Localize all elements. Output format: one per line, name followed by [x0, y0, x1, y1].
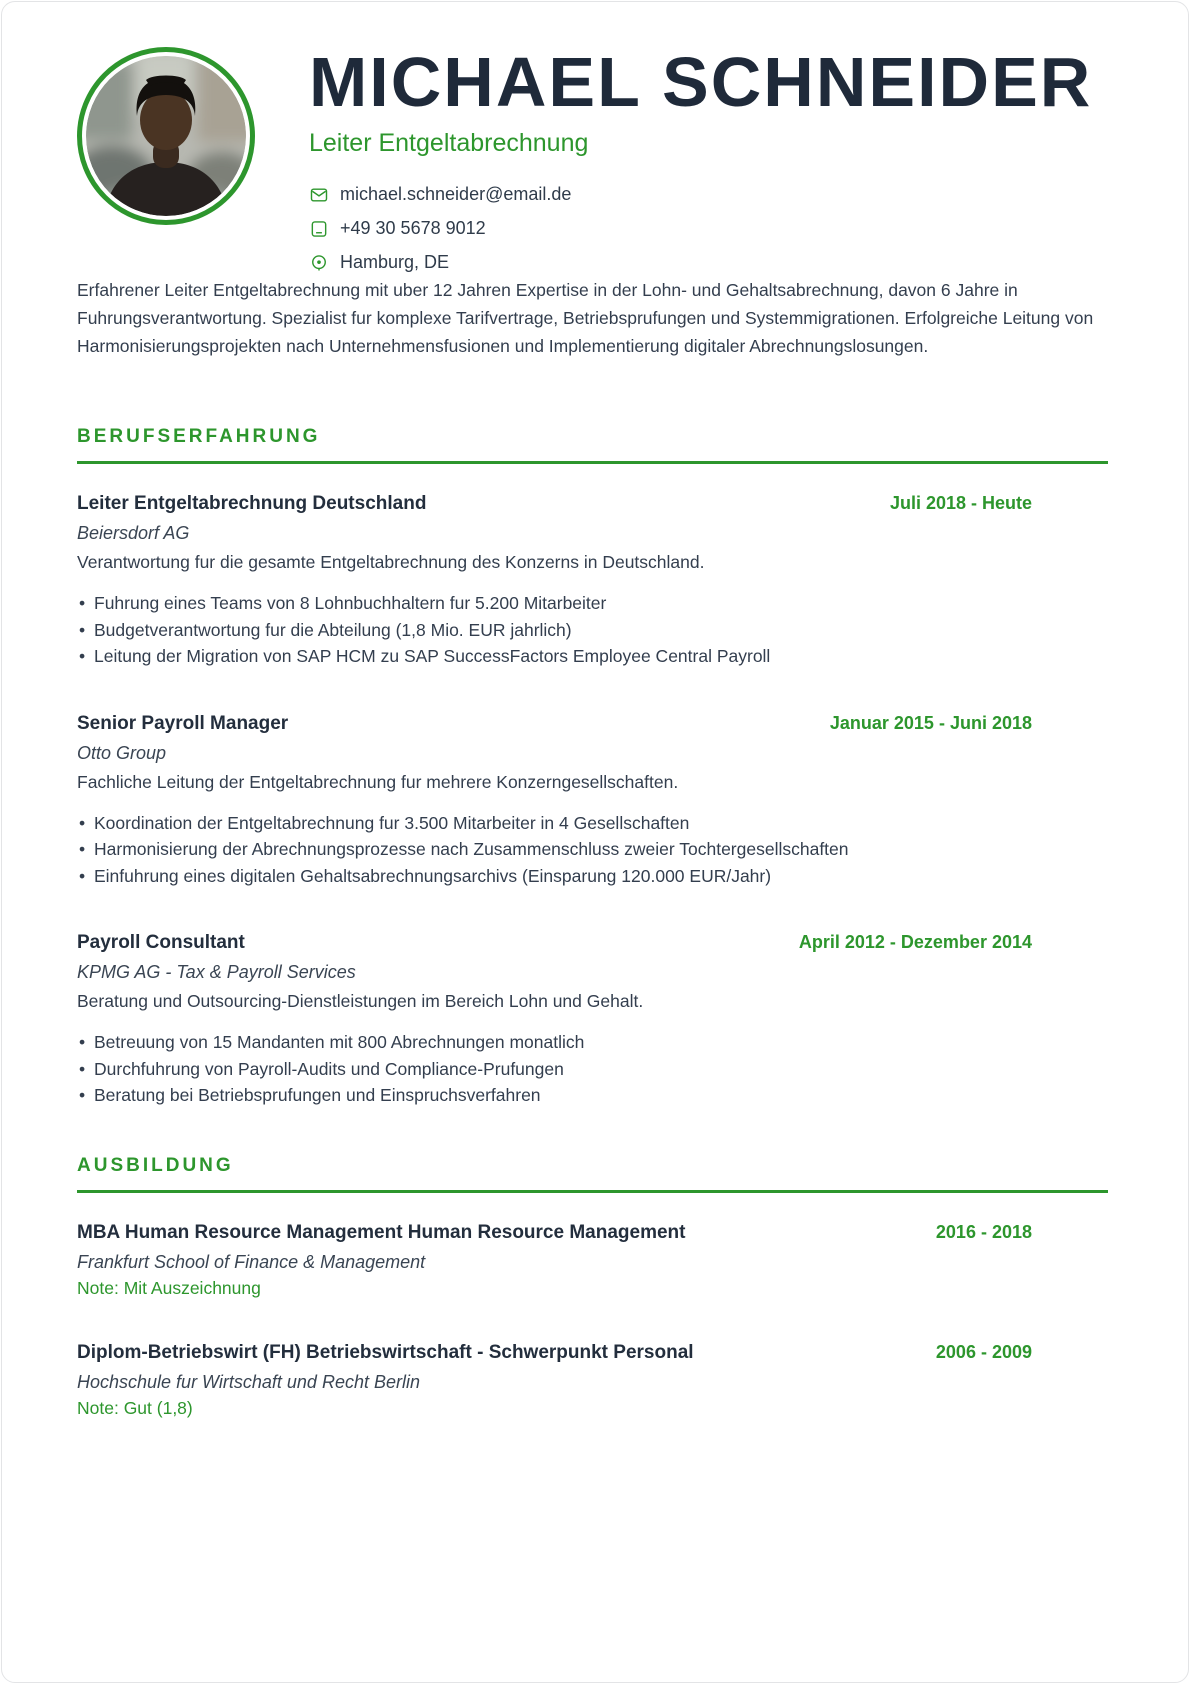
job-bullet: • Fuhrung eines Teams von 8 Lohnbuchhaltern fur 5.200 Mitarbeiter [77, 590, 1108, 617]
person-name: MICHAEL SCHNEIDER [309, 43, 1093, 121]
contact-list [309, 184, 1188, 273]
job-bullet: • Einfuhrung eines digitalen Gehaltsabrechnungsarchivs (Einsparung 120.000 EUR/Jahr) [77, 863, 1108, 890]
job-description: Beratung und Outsourcing-Dienstleistungen im Bereich Lohn und Gehalt. [77, 991, 644, 1011]
section-education [77, 1155, 1108, 1419]
job-bullet: • Beratung bei Betriebsprufungen und Einspruchsverfahren [77, 1082, 1108, 1109]
job-bullet: • Harmonisierung der Abrechnungsprozesse nach Zusammenschluss zweier Tochtergesellschaften [77, 836, 1108, 863]
job-entry-2 [77, 710, 1108, 890]
phone-text: +49 30 5678 9012 [340, 218, 486, 238]
location-text: Hamburg, DE [340, 252, 450, 272]
contact-email [309, 184, 1188, 205]
job-bullet: • Durchfuhrung von Payroll-Audits und Compliance-Prufungen [77, 1056, 1108, 1083]
section-heading-experience: BERUFSERFAHRUNG [77, 426, 1108, 464]
job-description: Fachliche Leitung der Entgeltabrechnung fur mehrere Konzerngesellschaften. [77, 771, 679, 792]
job-company: Otto Group [77, 742, 167, 763]
job-bullet-list [77, 590, 1108, 670]
job-entry-header [77, 710, 1108, 737]
job-bullet: • Betreuung von 15 Mandanten mit 800 Abrechnungen monatlich [77, 1029, 1108, 1056]
contact-phone [309, 218, 1188, 239]
job-entry-3 [77, 929, 1108, 1109]
job-bullet-list [77, 1029, 1108, 1109]
job-title: Senior Payroll Manager [77, 712, 289, 734]
education-entry-header [77, 1219, 1108, 1246]
grade-note: Note: Mit Auszeichnung [77, 1277, 261, 1298]
resume-page [1, 1, 1189, 1683]
envelope-icon [309, 185, 329, 205]
portrait-image [86, 56, 246, 216]
education-entry-1 [77, 1219, 1108, 1299]
job-title: Leiter Entgeltabrechnung Deutschland [77, 493, 427, 514]
email-text: michael.schneider@email.de [340, 184, 572, 204]
school-name: Frankfurt School of Finance & Management [77, 1251, 426, 1272]
header [2, 2, 1188, 273]
job-bullet: • Koordination der Entgeltabrechnung fur 3.500 Mitarbeiter in 4 Gesellschaften [77, 810, 1108, 837]
job-entry-header [77, 929, 1108, 956]
section-heading-education: AUSBILDUNG [77, 1155, 1108, 1193]
education-date-range: 2016 - 2018 [935, 1221, 1032, 1242]
location-pin-icon [309, 253, 329, 273]
school-name: Hochschule fur Wirtschaft und Recht Berlin [77, 1371, 420, 1392]
summary-paragraph: Erfahrener Leiter Entgeltabrechnung mit uber 12 Jahren Expertise in der Lohn- und Gehaltsabrechnung, davon 6 Jahre in Fuhrungsverantwortung. Spezialist fur komplexe Tarifvertrage, Betriebsprufungen und Systemmigrationen. Erfolgreiche Leitung von Harmonisierungsprojekten nach Unternehmensfusionen und Implementierung digitaler Abrechnungslosungen. [77, 280, 1094, 356]
job-company: KPMG AG - Tax & Payroll Services [77, 962, 356, 982]
job-date-range: April 2012 - Dezember 2014 [798, 932, 1032, 952]
job-headline: Leiter Entgeltabrechnung [309, 129, 589, 157]
education-date-range: 2006 - 2009 [935, 1341, 1032, 1362]
header-text-block [309, 43, 1188, 273]
job-title: Payroll Consultant [77, 932, 245, 953]
section-experience [77, 426, 1108, 1109]
job-date-range: Januar 2015 - Juni 2018 [829, 712, 1032, 733]
education-entry-header [77, 1339, 1108, 1366]
job-bullet: • Budgetverantwortung fur die Abteilung (1,8 Mio. EUR jahrlich) [77, 617, 1108, 644]
phone-device-icon [309, 219, 329, 239]
job-entry-header [77, 490, 1108, 517]
job-bullet: • Leitung der Migration von SAP HCM zu SAP SuccessFactors Employee Central Payroll [77, 643, 1108, 670]
job-description: Verantwortung fur die gesamte Entgeltabrechnung des Konzerns in Deutschland. [77, 552, 705, 572]
degree-title: Diplom-Betriebswirt (FH) Betriebswirtschaft - Schwerpunkt Personal [77, 1341, 694, 1363]
contact-location [309, 252, 1188, 273]
job-date-range: Juli 2018 - Heute [889, 493, 1032, 513]
degree-title: MBA Human Resource Management Human Resource Management [77, 1221, 686, 1243]
job-entry-1 [77, 490, 1108, 670]
job-company: Beiersdorf AG [77, 523, 190, 543]
education-entry-2 [77, 1339, 1108, 1419]
job-bullet-list [77, 810, 1108, 890]
grade-note: Note: Gut (1,8) [77, 1397, 193, 1418]
profile-photo [77, 47, 255, 225]
